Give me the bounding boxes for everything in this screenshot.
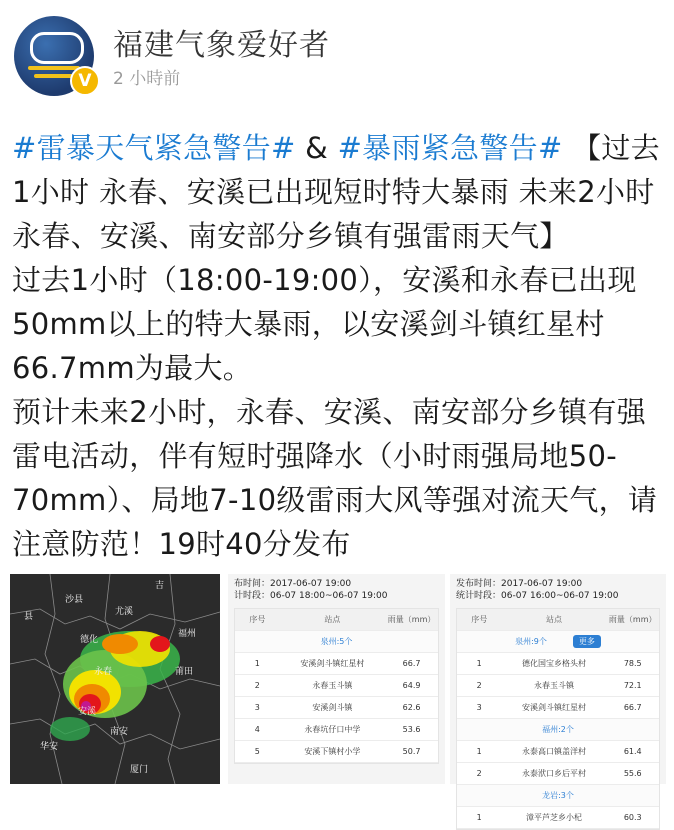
cell: 安溪剑斗镇红星村 bbox=[521, 703, 586, 712]
rainfall-table-thumbnail[interactable] bbox=[228, 574, 445, 784]
radar-city-label: 县 bbox=[24, 612, 34, 622]
radar-city-label: 永春 bbox=[94, 667, 113, 677]
col-header: 站点 bbox=[324, 615, 341, 624]
cell: 4 bbox=[254, 725, 260, 734]
ampersand: & bbox=[295, 131, 338, 165]
cell: 55.6 bbox=[623, 769, 642, 778]
more-button[interactable]: 更多 bbox=[573, 635, 601, 648]
cell: 2 bbox=[476, 769, 482, 778]
radar-city-label: 吉 bbox=[155, 581, 165, 591]
cell: 永泰洑口乡后平村 bbox=[521, 769, 586, 778]
cell: 50.7 bbox=[402, 747, 421, 756]
table-row bbox=[457, 675, 659, 697]
table-meta bbox=[450, 574, 666, 602]
cell: 永春坑仔口中学 bbox=[304, 725, 361, 734]
radar-city-label: 南安 bbox=[110, 727, 129, 737]
group-label: 福州:2个 bbox=[542, 725, 574, 734]
cell: 78.5 bbox=[623, 659, 642, 668]
cell: 66.7 bbox=[623, 703, 642, 712]
group-row bbox=[457, 631, 659, 653]
table-meta bbox=[228, 574, 445, 602]
headline-text: 【过去1小时 永春、安溪已出现短时特大暴雨 未来2小时永春、安溪、南安部分乡镇有强雷雨天气】 bbox=[12, 131, 660, 253]
issue-time: 布时间：2017-06-07 19:00 bbox=[234, 579, 352, 589]
issue-time: 发布时间：2017-06-07 19:00 bbox=[456, 579, 583, 589]
cloud-logo-icon bbox=[30, 32, 84, 64]
cell: 永泰高口镇盖洋村 bbox=[521, 747, 586, 756]
cell: 1 bbox=[254, 659, 260, 668]
cell: 2 bbox=[254, 681, 260, 690]
col-header: 站点 bbox=[545, 615, 562, 624]
table-row bbox=[457, 697, 659, 719]
cell: 永春玉斗镇 bbox=[533, 681, 574, 690]
hashtag-link[interactable]: #雷暴天气紧急警告# bbox=[12, 131, 296, 165]
cell: 安溪下镇村小学 bbox=[304, 747, 361, 756]
rainfall-table bbox=[456, 608, 660, 830]
cell: 62.6 bbox=[402, 703, 421, 712]
group-row bbox=[457, 719, 659, 741]
cell: 60.3 bbox=[623, 813, 642, 822]
radar-map bbox=[10, 574, 220, 784]
stat-period: 统计时段：06-07 16:00~06-07 19:00 bbox=[456, 591, 619, 601]
col-header: 序号 bbox=[249, 615, 266, 624]
table-row bbox=[457, 741, 659, 763]
cell: 53.6 bbox=[402, 725, 421, 734]
table-row bbox=[235, 675, 438, 697]
table-row bbox=[457, 763, 659, 785]
cell: 64.9 bbox=[402, 681, 421, 690]
post-text bbox=[12, 126, 662, 566]
table-row bbox=[235, 653, 438, 675]
cell: 1 bbox=[476, 659, 482, 668]
cell: 66.7 bbox=[402, 659, 421, 668]
post-timestamp: 2 小時前 bbox=[113, 69, 181, 89]
cell: 72.1 bbox=[623, 681, 642, 690]
cell: 1 bbox=[476, 747, 482, 756]
table-row bbox=[457, 807, 659, 829]
group-label: 泉州:9个 bbox=[515, 637, 547, 646]
rainfall-table-thumbnail[interactable] bbox=[450, 574, 666, 822]
logo-stripe bbox=[28, 66, 80, 70]
post-header bbox=[0, 0, 674, 110]
radar-city-label: 福州 bbox=[178, 629, 197, 639]
image-grid bbox=[10, 574, 658, 822]
col-header: 雨量（mm） bbox=[387, 615, 436, 624]
stat-period: 计时段：06-07 18:00~06-07 19:00 bbox=[234, 591, 388, 601]
table-row bbox=[235, 697, 438, 719]
verified-badge-icon: V bbox=[70, 66, 100, 96]
hashtag-link[interactable]: #暴雨紧急警告# bbox=[337, 131, 563, 165]
cell: 德化国宝乡格头村 bbox=[521, 659, 586, 668]
post-headline bbox=[12, 126, 662, 258]
group-row bbox=[235, 631, 438, 653]
cell: 5 bbox=[254, 747, 260, 756]
post-paragraph: 过去1小时（18:00-19:00），安溪和永春已出现50mm以上的特大暴雨，以安溪剑斗镇红星村66.7mm为最大。 bbox=[12, 263, 637, 385]
radar-city-label: 莆田 bbox=[175, 667, 194, 677]
cell: 1 bbox=[476, 813, 482, 822]
cell: 61.4 bbox=[623, 747, 642, 756]
table-row bbox=[235, 719, 438, 741]
cell: 3 bbox=[476, 703, 482, 712]
radar-city-label: 厦门 bbox=[130, 765, 149, 775]
table-row bbox=[457, 653, 659, 675]
table-row bbox=[235, 741, 438, 763]
radar-city-label: 尤溪 bbox=[115, 607, 134, 617]
cell: 漳平芦芝乡小杞 bbox=[525, 813, 582, 822]
radar-city-label: 华安 bbox=[40, 742, 59, 752]
col-header: 雨量（mm） bbox=[608, 615, 657, 624]
post-paragraph: 预计未来2小时，永春、安溪、南安部分乡镇有强雷电活动，伴有短时强降水（小时雨强局地50-70mm）、局地7-10级雷雨大风等强对流天气，请注意防范！19时40分发布 bbox=[12, 395, 658, 561]
group-label: 泉州:5个 bbox=[320, 637, 353, 646]
radar-city-label: 沙县 bbox=[65, 595, 84, 605]
table-header-row bbox=[235, 609, 438, 631]
radar-image-thumbnail[interactable] bbox=[10, 574, 220, 784]
cell: 永春玉斗镇 bbox=[312, 681, 353, 690]
table-header-row bbox=[457, 609, 659, 631]
group-label: 龙岩:3个 bbox=[542, 791, 574, 800]
cell: 3 bbox=[254, 703, 260, 712]
col-header: 序号 bbox=[471, 615, 488, 624]
rainfall-table bbox=[234, 608, 439, 764]
cell: 2 bbox=[476, 681, 482, 690]
username[interactable]: 福建气象爱好者 bbox=[113, 28, 330, 63]
group-row bbox=[457, 785, 659, 807]
cell: 安溪剑斗镇红星村 bbox=[300, 659, 365, 668]
logo-stripe bbox=[34, 74, 74, 78]
radar-city-label: 德化 bbox=[80, 635, 99, 645]
radar-city-label: 安溪 bbox=[78, 707, 97, 717]
cell: 安溪剑斗镇 bbox=[312, 703, 353, 712]
